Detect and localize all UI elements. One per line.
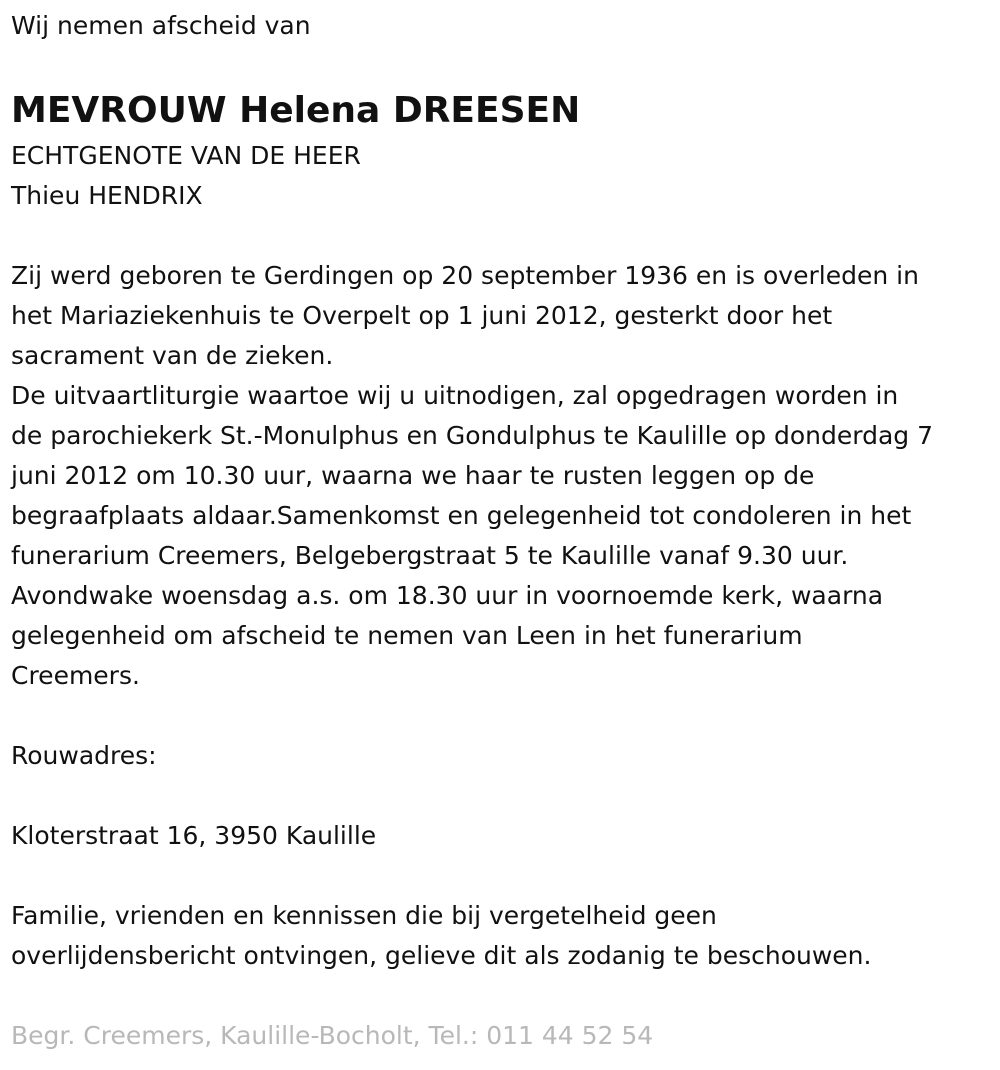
closing-line: Familie, vrienden en kennissen die bij vergetelheid geen	[11, 901, 717, 930]
deceased-name: MEVROUW Helena DREESEN	[11, 90, 581, 131]
body-line: begraafplaats aldaar.Samenkomst en gelegenheid tot condoleren in het	[11, 501, 912, 530]
body-line: Avondwake woensdag a.s. om 18.30 uur in voornoemde kerk, waarna	[11, 581, 884, 610]
notice-body	[11, 256, 990, 696]
closing-line: overlijdensbericht ontvingen, gelieve dit als zodanig te beschouwen.	[11, 941, 872, 970]
body-line: de parochiekerk St.-Monulphus en Gondulphus te Kaulille op donderdag 7	[11, 421, 934, 450]
body-line: juni 2012 om 10.30 uur, waarna we haar te rusten leggen op de	[11, 461, 815, 490]
spacer	[11, 776, 990, 816]
body-line: het Mariaziekenhuis te Overpelt op 1 juni 2012, gesterkt door het	[11, 301, 833, 330]
spacer	[11, 696, 990, 736]
body-line: De uitvaartliturgie waartoe wij u uitnodigen, zal opgedragen worden in	[11, 381, 899, 410]
body-line: sacrament van de zieken.	[11, 341, 334, 370]
address-label: Rouwadres:	[11, 741, 157, 770]
spouse-label: ECHTGENOTE VAN DE HEER	[11, 141, 361, 170]
spacer	[11, 856, 990, 896]
spacer	[11, 976, 990, 1016]
spouse-name: Thieu HENDRIX	[11, 181, 203, 210]
mourning-address: Kloterstraat 16, 3950 Kaulille	[11, 821, 377, 850]
body-line: Creemers.	[11, 661, 140, 690]
body-line: Zij werd geboren te Gerdingen op 20 september 1936 en is overleden in	[11, 261, 919, 290]
funeral-home-footer: Begr. Creemers, Kaulille-Bocholt, Tel.: 011 44 52 54	[11, 1021, 654, 1050]
spacer	[11, 216, 990, 256]
body-line: funerarium Creemers, Belgebergstraat 5 te Kaulille vanaf 9.30 uur.	[11, 541, 849, 570]
intro-text: Wij nemen afscheid van	[11, 11, 311, 40]
body-line: gelegenheid om afscheid te nemen van Leen in het funerarium	[11, 621, 803, 650]
